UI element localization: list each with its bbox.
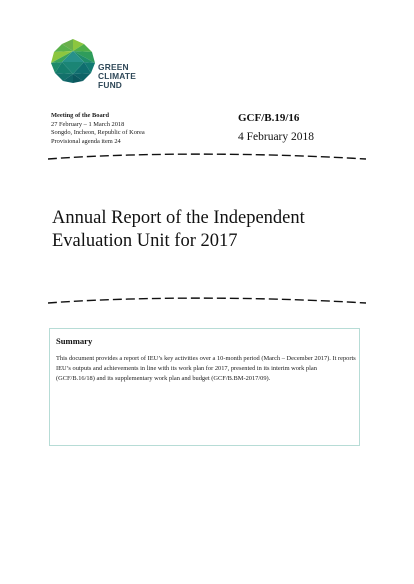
title-line-1: Annual Report of the Independent bbox=[52, 208, 305, 228]
gcf-globe-icon bbox=[50, 38, 96, 84]
meeting-info bbox=[51, 112, 145, 146]
wordmark-line-fund: FUND bbox=[98, 80, 123, 91]
gcf-wordmark bbox=[98, 63, 136, 91]
meeting-heading: Meeting of the Board bbox=[51, 112, 110, 119]
summary-text: This document provides a report of IEU’s key activities over a 10-month period (March – December 2017). It reports IEU’s outputs and achievements in line with its work plan for 2017, presented in its interim work plan (GCF/B.16/18) and its supplementary work plan and budget (GCF/B.BM-2017/09). bbox=[56, 355, 356, 382]
wordmark-line-climate: CLIMATE bbox=[98, 71, 136, 82]
summary-heading: Summary bbox=[56, 336, 93, 346]
document-title bbox=[52, 207, 372, 253]
bottom-wave-divider bbox=[48, 294, 366, 308]
top-wave-divider bbox=[48, 150, 366, 164]
meeting-agenda-item: Provisional agenda item 24 bbox=[51, 137, 121, 145]
wordmark-line-green: GREEN bbox=[98, 62, 129, 72]
title-line-2: Evaluation Unit for 2017 bbox=[52, 231, 238, 251]
summary-box bbox=[49, 328, 360, 446]
meeting-dates: 27 February – 1 March 2018 bbox=[51, 120, 125, 128]
gcf-logo bbox=[50, 38, 190, 98]
document-number: GCF/B.19/16 bbox=[238, 112, 300, 124]
meeting-location: Songdo, Incheon, Republic of Korea bbox=[51, 129, 145, 137]
document-date: 4 February 2018 bbox=[238, 131, 315, 143]
